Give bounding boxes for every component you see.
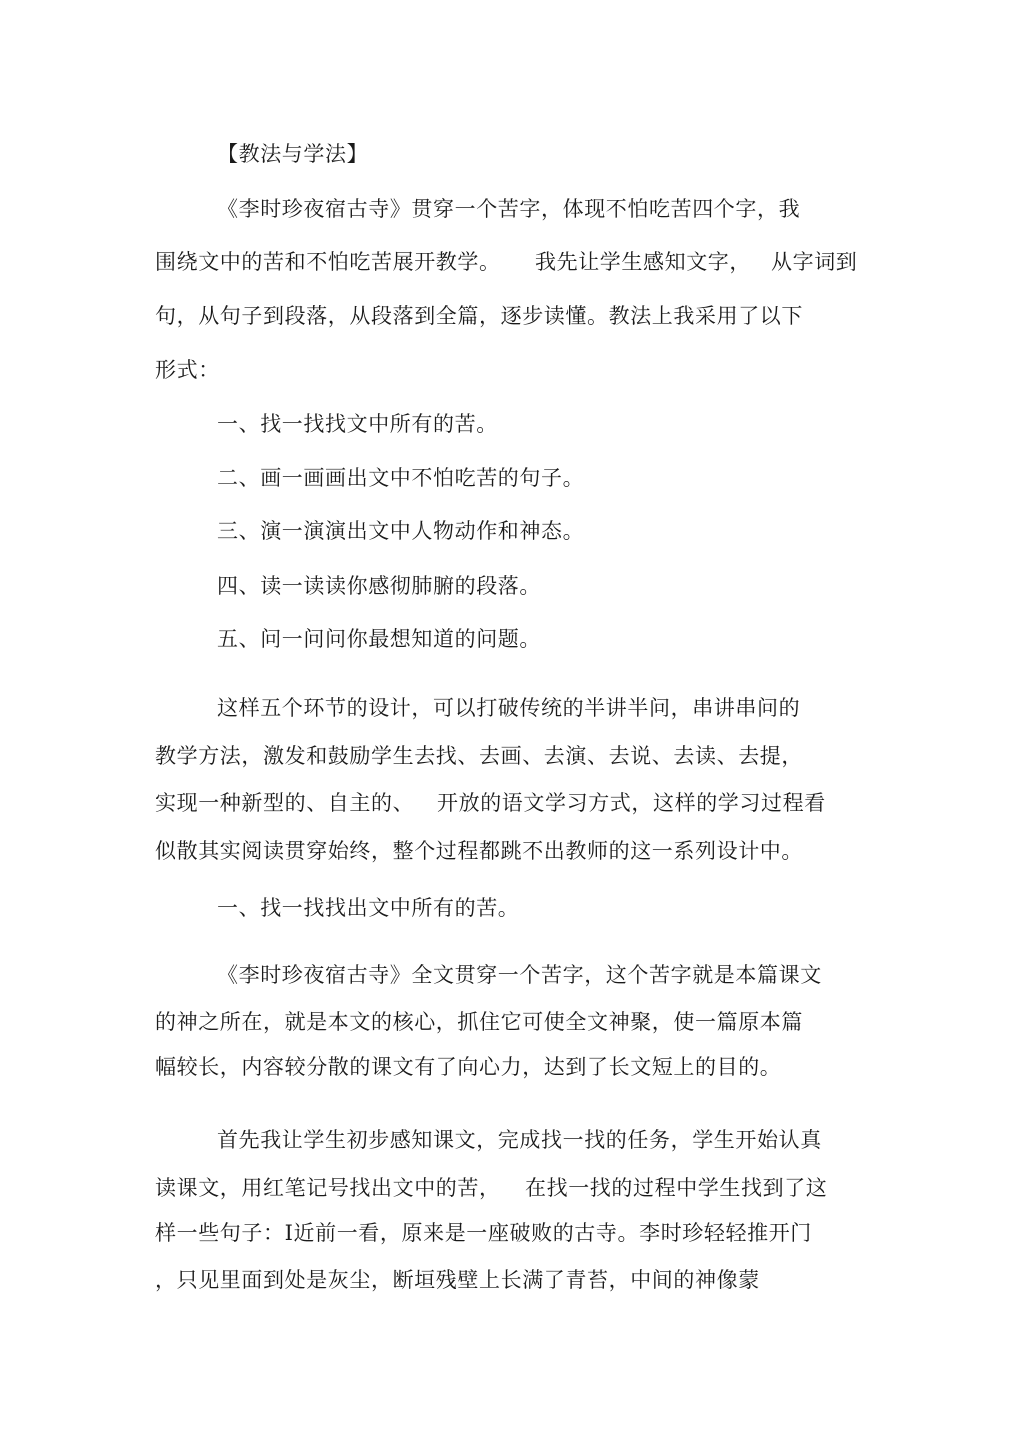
section-heading: 【教法与学法】: [217, 142, 369, 166]
paragraph-line: 的神之所在，就是本文的核心，抓住它可使全文神聚，使一篇原本篇: [155, 1010, 803, 1034]
paragraph-line: 似散其实阅读贯穿始终，整个过程都跳不出教师的这一系列设计中。: [155, 839, 803, 863]
paragraph-line: 围绕文中的苦和不怕吃苦展开教学。: [155, 250, 501, 274]
paragraph-line: 幅较长，内容较分散的课文有了向心力，达到了长文短上的目的。: [155, 1055, 782, 1079]
paragraph-line: 这样五个环节的设计，可以打破传统的半讲半问，串讲串问的: [217, 696, 801, 720]
list-item: 二、画一画画出文中不怕吃苦的句子。: [217, 466, 585, 490]
paragraph-line: 在找一找的过程中学生找到了这: [525, 1176, 828, 1200]
paragraph-line: 教学方法，激发和鼓励学生去找、去画、去演、去说、去读、去提，: [155, 744, 803, 768]
paragraph-line: 首先我让学生初步感知课文，完成找一找的任务，学生开始认真: [217, 1128, 822, 1152]
paragraph-line: 实现一种新型的、自主的、: [155, 791, 415, 815]
paragraph-line: 开放的语文学习方式，这样的学习过程看: [437, 791, 826, 815]
paragraph-line: 《李时珍夜宿古寺》贯穿一个苦字，体现不怕吃苦四个字，我: [217, 197, 801, 221]
list-item: 五、问一问问你最想知道的问题。: [217, 627, 541, 651]
list-item: 四、读一读读你感彻肺腑的段落。: [217, 574, 541, 598]
paragraph-line: 样一些句子：Ⅰ近前一看，原来是一座破败的古寺。李时珍轻轻推开门: [155, 1221, 812, 1245]
paragraph-line: 形式：: [155, 358, 220, 382]
list-item: 三、演一演演出文中人物动作和神态。: [217, 519, 585, 543]
paragraph-line: 从字词到: [771, 250, 858, 274]
paragraph-line: 《李时珍夜宿古寺》全文贯穿一个苦字，这个苦字就是本篇课文: [217, 963, 822, 987]
list-item: 一、找一找找文中所有的苦。: [217, 412, 498, 436]
paragraph-line: ，只见里面到处是灰尘，断垣残壁上长满了青苔，中间的神像蒙: [155, 1268, 760, 1292]
subsection-heading: 一、找一找找出文中所有的苦。: [217, 896, 520, 920]
paragraph-line: 我先让学生感知文字，: [535, 250, 751, 274]
paragraph-line: 读课文，用红笔记号找出文中的苦，: [155, 1176, 501, 1200]
paragraph-line: 句，从句子到段落，从段落到全篇，逐步读懂。教法上我采用了以下: [155, 304, 803, 328]
